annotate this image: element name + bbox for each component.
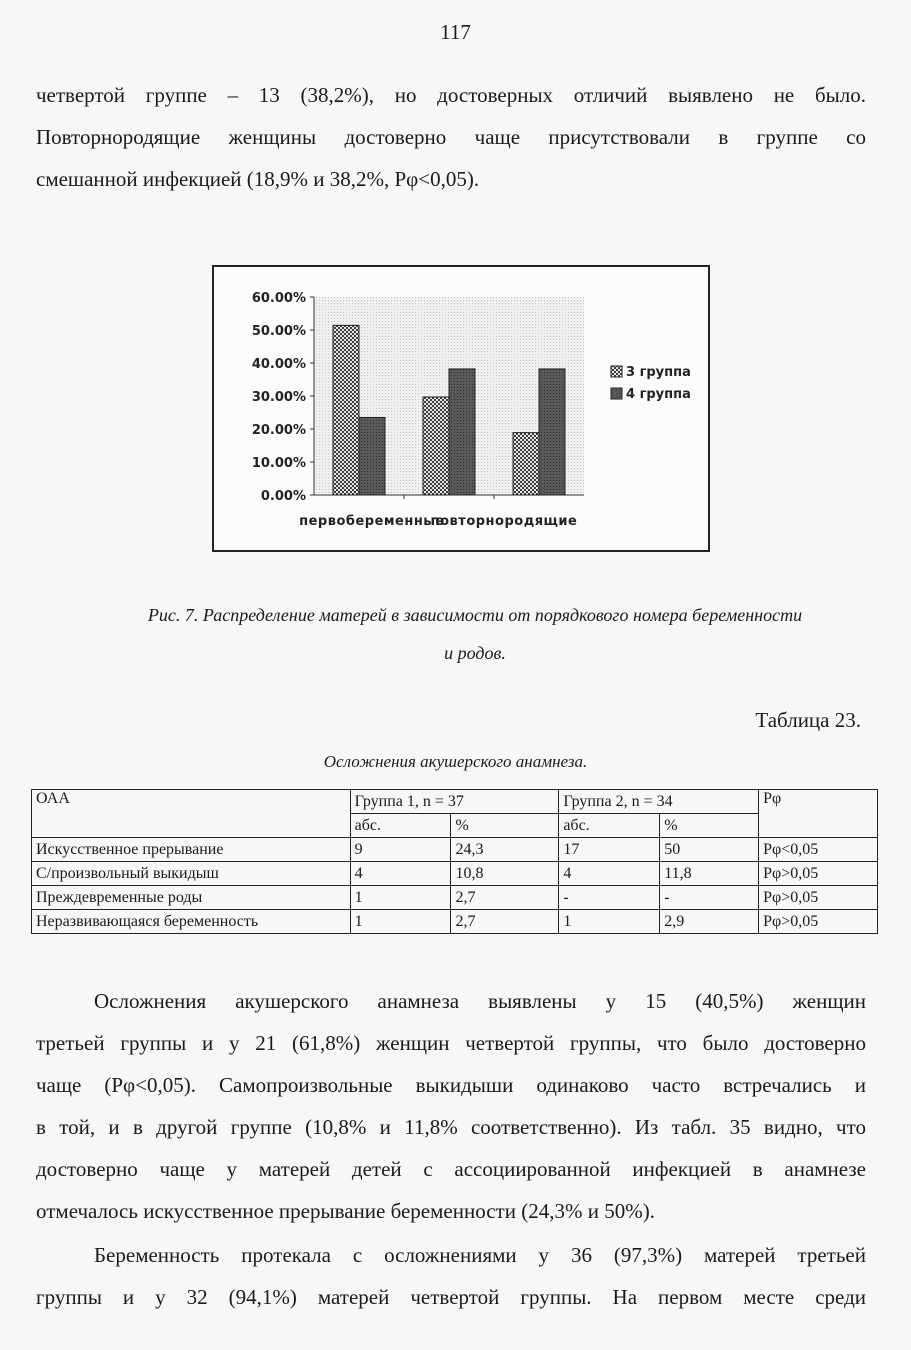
header-group2: Группа 2, n = 34	[559, 790, 759, 814]
paragraph-line: смешанной инфекцией (18,9% и 38,2%, Рφ<0,05).	[36, 167, 480, 191]
paragraph-line: достоверно чаще у матерей детей с ассоциированной инфекцией в анамнезе	[36, 1157, 866, 1181]
y-tick-label: 60.00%	[251, 291, 306, 306]
figure-caption	[60, 596, 890, 672]
page-number: 117	[440, 20, 471, 44]
row-name: Искусственное прерывание	[32, 838, 351, 862]
row-name: Неразвивающаяся беременность	[32, 910, 351, 934]
cell-g2-abs: -	[559, 886, 660, 910]
complications-table	[31, 789, 878, 934]
bar-series-4	[539, 369, 565, 495]
y-tick-label: 0.00%	[260, 489, 306, 504]
cell-g1-pct: 2,7	[451, 910, 559, 934]
header-oaa: ОАА	[32, 790, 351, 838]
cell-g2-pct: 11,8	[660, 862, 759, 886]
y-tick-label: 50.00%	[251, 324, 306, 339]
paragraph-line: отмечалось искусственное прерывание беременности (24,3% и 50%).	[36, 1199, 655, 1223]
chart-legend	[611, 365, 691, 402]
header-g2-pct: %	[660, 814, 759, 838]
legend-swatch	[611, 366, 622, 377]
table-row	[32, 886, 878, 910]
cell-p: Рφ>0,05	[759, 910, 878, 934]
cell-g1-pct: 24,3	[451, 838, 559, 862]
bar-series-3	[333, 325, 359, 495]
paragraph-line: чаще (Рφ<0,05). Самопроизвольные выкидыши одинаково часто встречались и	[36, 1073, 866, 1097]
bar-chart-svg	[214, 267, 708, 550]
chart-x-labels	[299, 514, 577, 529]
paragraph-results	[36, 980, 866, 1232]
y-tick-label: 10.00%	[251, 456, 306, 471]
table-title: Осложнения акушерского анамнеза.	[323, 752, 588, 771]
caption-line: и родов.	[444, 643, 506, 663]
paragraph-line: Беременность протекала с осложнениями у 36 (97,3%) матерей третьей	[94, 1243, 866, 1267]
paragraph-pregnancy	[36, 1234, 866, 1318]
y-tick-label: 30.00%	[251, 390, 306, 405]
cell-p: Рφ>0,05	[759, 862, 878, 886]
bar-series-4	[359, 417, 385, 495]
cell-g2-abs: 4	[559, 862, 660, 886]
header-g1-pct: %	[451, 814, 559, 838]
cell-g2-pct: -	[660, 886, 759, 910]
paragraph-line: Повторнородящие женщины достоверно чаще присутствовали в группе со	[36, 125, 866, 149]
cell-g2-abs: 17	[559, 838, 660, 862]
paragraph-line: Осложнения акушерского анамнеза выявлены у 15 (40,5%) женщин	[94, 989, 866, 1013]
caption-line: Рис. 7. Распределение матерей в зависимости от порядкового номера беременности	[147, 605, 803, 625]
paragraph-line: в той, и в другой группе (10,8% и 11,8% соответственно). Из табл. 35 видно, что	[36, 1115, 866, 1139]
table-row	[32, 838, 878, 862]
legend-label: 4 группа	[626, 387, 691, 402]
table-row	[32, 910, 878, 934]
paragraph-intro	[36, 74, 866, 200]
cell-g1-pct: 10,8	[451, 862, 559, 886]
row-name: Преждевременные роды	[32, 886, 351, 910]
chart-y-ticks	[252, 291, 314, 504]
cell-g2-abs: 1	[559, 910, 660, 934]
cell-g1-abs: 1	[350, 910, 451, 934]
cell-g1-abs: 9	[350, 838, 451, 862]
paragraph-line: группы и у 32 (94,1%) матерей четвертой группы. На первом месте среди	[36, 1285, 866, 1309]
cell-g2-pct: 50	[660, 838, 759, 862]
cell-g1-pct: 2,7	[451, 886, 559, 910]
cell-p: Рφ<0,05	[759, 838, 878, 862]
y-tick-label: 20.00%	[251, 423, 306, 438]
cell-g1-abs: 1	[350, 886, 451, 910]
table-row	[32, 862, 878, 886]
y-tick-label: 40.00%	[251, 357, 306, 372]
x-category-label: повторнородящие	[430, 514, 578, 529]
legend-swatch	[611, 388, 622, 399]
paragraph-line: четвертой группе – 13 (38,2%), но достоверных отличий выявлено не было.	[36, 83, 866, 107]
header-group1: Группа 1, n = 37	[350, 790, 559, 814]
bar-chart	[212, 265, 710, 552]
header-g1-abs: абс.	[350, 814, 451, 838]
table-header-row	[32, 790, 878, 814]
bar-series-4	[449, 369, 475, 495]
table-label: Таблица 23.	[755, 708, 861, 732]
cell-g2-pct: 2,9	[660, 910, 759, 934]
legend-label: 3 группа	[626, 365, 691, 380]
header-p: Рφ	[759, 790, 878, 838]
cell-g1-abs: 4	[350, 862, 451, 886]
row-name: С/произвольный выкидыш	[32, 862, 351, 886]
paragraph-line: третьей группы и у 21 (61,8%) женщин четвертой группы, что было достоверно	[36, 1031, 866, 1055]
bar-series-3	[513, 433, 539, 495]
header-g2-abs: абс.	[559, 814, 660, 838]
bar-series-3	[423, 397, 449, 495]
x-category-label: первобеременные	[299, 514, 445, 529]
cell-p: Рφ>0,05	[759, 886, 878, 910]
